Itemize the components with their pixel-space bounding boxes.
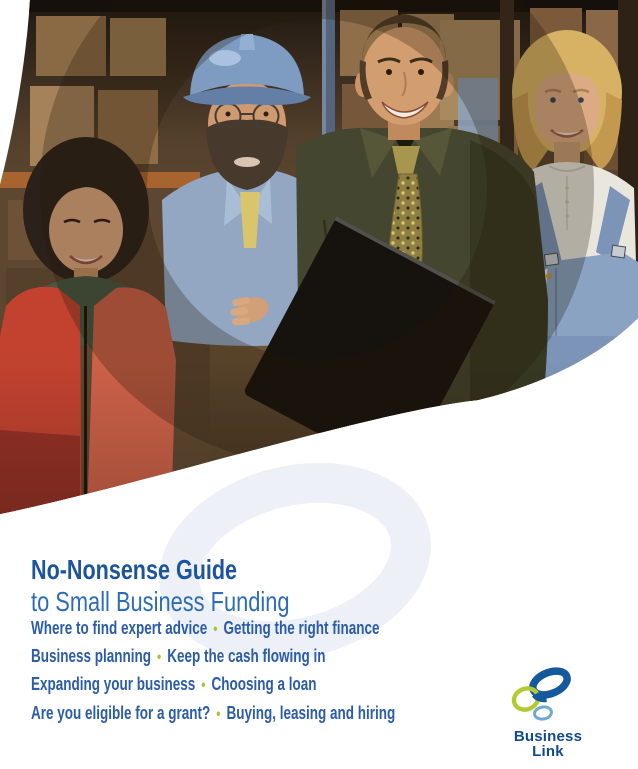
business-link-rings-icon: [494, 652, 602, 724]
logo-wordmark: [494, 730, 602, 759]
topic-list: [31, 615, 517, 728]
topic-line: [31, 615, 395, 643]
bullet-separator: •: [213, 621, 218, 638]
business-link-logo: [494, 652, 602, 759]
topic-text: Are you eligible for a grant?: [31, 702, 211, 723]
topic-text: Where to find expert advice: [31, 618, 208, 638]
logo-word-business: Business: [513, 728, 583, 745]
topic-line: [31, 671, 395, 699]
topic-line: [31, 700, 395, 728]
topic-text: Expanding your business: [31, 674, 196, 695]
bullet-separator: •: [157, 649, 162, 667]
logo-word-link: Link: [532, 742, 564, 760]
page-title: No-Nonsense Guide: [31, 554, 238, 585]
bullet-separator: •: [201, 677, 206, 695]
cover-title: [31, 554, 363, 618]
topic-text: Getting the right finance: [223, 618, 380, 638]
topic-text: Keep the cash flowing in: [167, 646, 326, 667]
bullet-separator: •: [216, 705, 221, 723]
topic-text: Choosing a loan: [211, 674, 317, 695]
page-subtitle: to Small Business Funding: [31, 586, 290, 617]
topic-text: Buying, leasing and hiring: [226, 702, 396, 723]
topic-line: [31, 643, 395, 671]
topic-text: Business planning: [31, 646, 152, 667]
